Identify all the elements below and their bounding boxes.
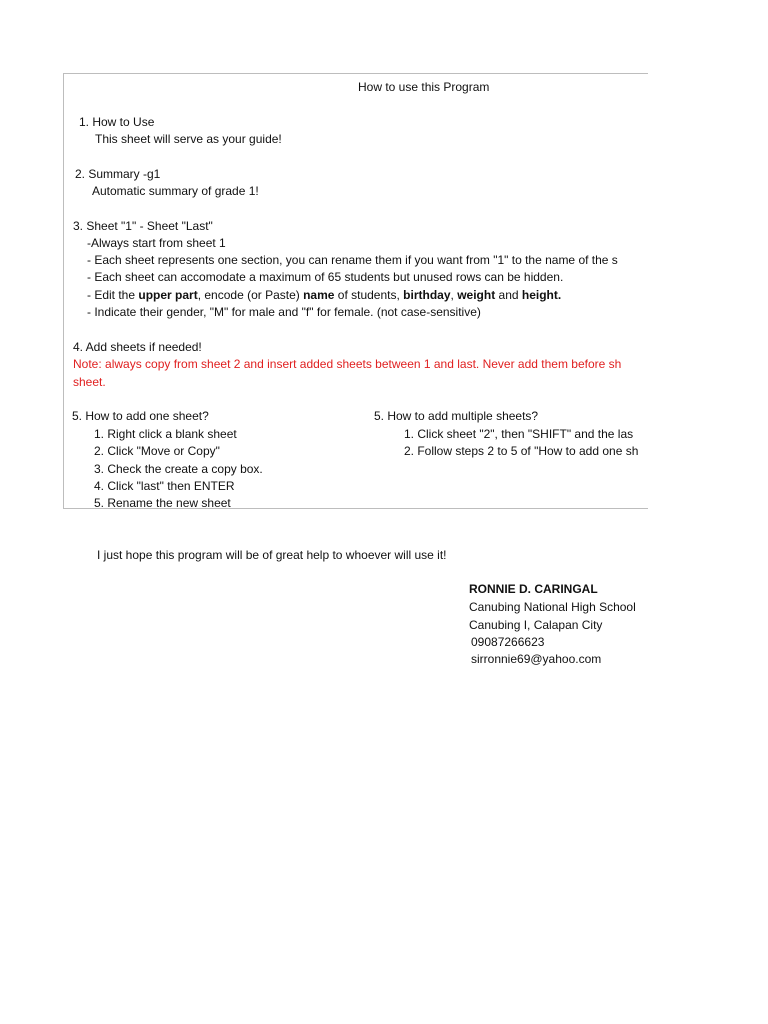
section-3-line-4 [87,287,561,303]
page-title: How to use this Program [358,80,490,94]
section-4-heading: 4. Add sheets if needed! [73,340,202,354]
spreadsheet-area [63,73,648,509]
line-4-text: of students, [334,288,404,302]
weight-text: weight [457,288,496,302]
section-3-line-3: - Each sheet can accomodate a maximum of 65 students but unused rows can be hidden. [87,270,564,284]
section-2-text: Automatic summary of grade 1! [92,184,259,198]
author-name: RONNIE D. CARINGAL [469,582,598,596]
section-3-heading: 3. Sheet "1" - Sheet "Last" [73,219,213,233]
section-5a-step: 4. Click "last" then ENTER [94,479,235,493]
line-4-text: , encode (or Paste) [197,288,304,302]
author-address: Canubing I, Calapan City [469,618,603,632]
section-4-note-cont: sheet. [73,375,106,389]
closing-text: I just hope this program will be of great help to whoever will use it! [97,548,447,562]
section-5b-step: 2. Follow steps 2 to 5 of "How to add one sh [404,444,639,458]
upper-part-text: upper part [138,288,198,302]
author-school: Canubing National High School [469,600,636,614]
section-3-line-1: -Always start from sheet 1 [87,236,226,250]
line-4-text: and [495,288,522,302]
section-1-heading: 1. How to Use [79,115,155,129]
section-5a-step: 1. Right click a blank sheet [94,427,237,441]
section-3-line-2: - Each sheet represents one section, you can rename them if you want from "1" to the name of the s [87,253,618,267]
author-phone: 09087266623 [471,635,545,649]
section-4-note: Note: always copy from sheet 2 and insert added sheets between 1 and last. Never add them before sh [73,357,622,371]
section-5b-heading: 5. How to add multiple sheets? [374,409,539,423]
section-5a-step: 2. Click "Move or Copy" [94,444,220,458]
section-5a-step: 3. Check the create a copy box. [94,462,263,476]
line-4-text: - Edit the [87,288,139,302]
birthday-text: birthday [403,288,451,302]
line-4-text: , [450,288,458,302]
section-2-heading: 2. Summary -g1 [75,167,161,181]
section-5a-heading: 5. How to add one sheet? [72,409,209,423]
section-5b-step: 1. Click sheet "2", then "SHIFT" and the las [404,427,634,441]
name-text: name [303,288,335,302]
author-email: sirronnie69@yahoo.com [471,652,602,666]
height-text: height. [521,288,562,302]
section-5a-step: 5. Rename the new sheet [94,496,231,509]
section-1-text: This sheet will serve as your guide! [95,132,282,146]
section-3-line-5: - Indicate their gender, "M" for male and "f" for female. (not case-sensitive) [87,305,481,319]
